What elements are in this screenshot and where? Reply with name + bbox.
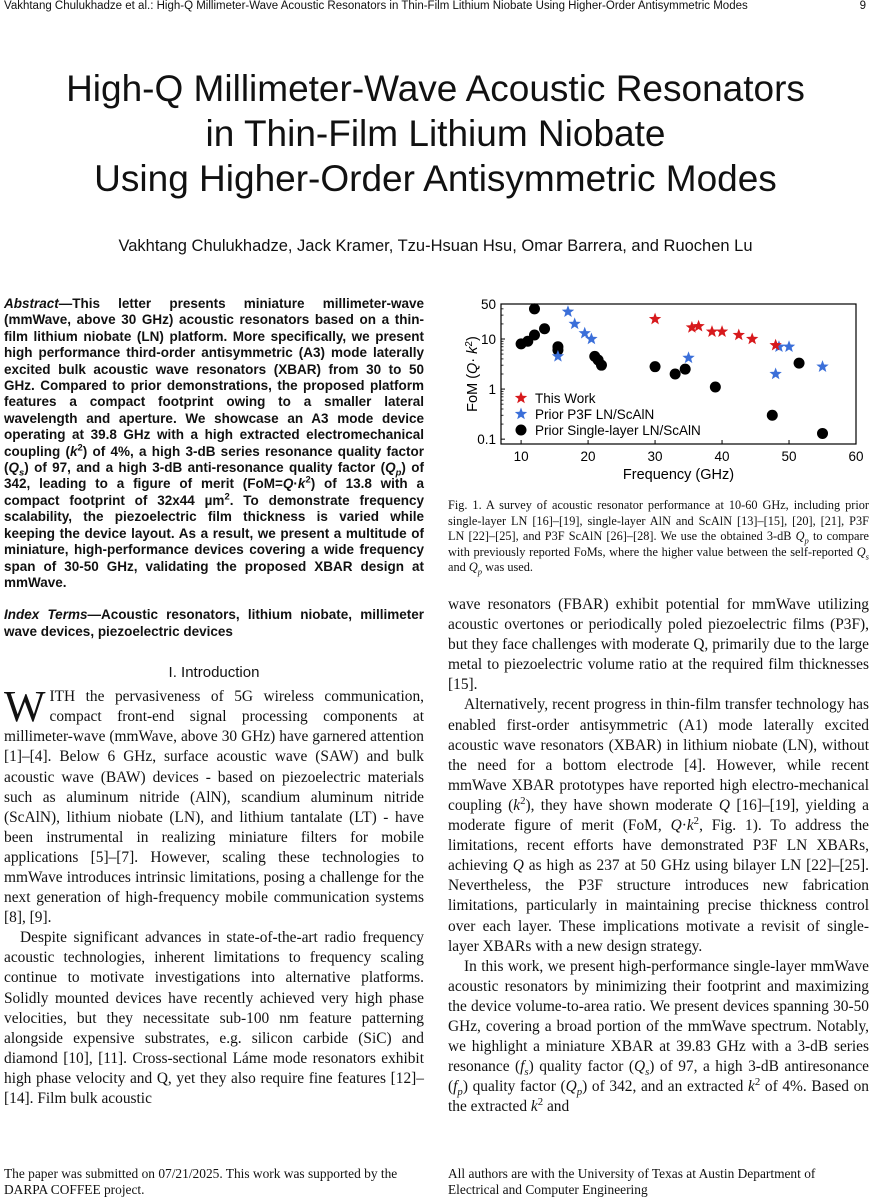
footnote-right: All authors are with the University of Texas at Austin Department of Electrical and Computer Engineering bbox=[448, 1166, 816, 1198]
p4-text-b: ) quality factor ( bbox=[528, 1058, 634, 1076]
abstract-k: k bbox=[69, 443, 78, 459]
p4-fs-sub: s bbox=[524, 1066, 529, 1079]
drop-cap: W bbox=[4, 682, 46, 732]
caption-qp2-sub: p bbox=[477, 566, 483, 577]
index-terms-lead: Index Terms bbox=[4, 607, 88, 623]
x-tick-label: 30 bbox=[647, 449, 663, 464]
legend-label: This Work bbox=[535, 391, 596, 406]
data-point bbox=[680, 364, 691, 375]
p4-text-d: ) quality factor ( bbox=[462, 1078, 566, 1096]
p4-qs-sub: s bbox=[645, 1066, 650, 1079]
p3-fom-q: Q bbox=[670, 817, 682, 835]
abstract-text-5: ) of 13.8 with a compact footprint of 32x44 µm bbox=[4, 476, 424, 508]
p3-k-sup: 2 bbox=[520, 794, 526, 807]
abstract-text-2: ) of 4%, a high 3-dB series resonance quality factor ( bbox=[4, 443, 424, 476]
data-point bbox=[649, 313, 661, 325]
abstract-area-sup: 2 bbox=[224, 491, 230, 503]
p3-text-d: , Fig. 1). To address the limitations, recent efforts have demonstrated P3F LN XBARs, achieving bbox=[448, 817, 869, 875]
p4-text-f: of 4%. Based on the extracted bbox=[448, 1078, 870, 1116]
p4-k2-sup: 2 bbox=[537, 1096, 544, 1109]
p4-k2: k bbox=[530, 1098, 538, 1116]
data-point bbox=[579, 327, 591, 339]
legend-marker bbox=[516, 425, 527, 436]
x-tick-label: 60 bbox=[848, 449, 864, 464]
p3-fom-k: k bbox=[686, 817, 694, 835]
title-line-2: in Thin-Film Lithium Niobate bbox=[205, 113, 666, 154]
p4-qs: Q bbox=[633, 1058, 646, 1076]
p4-fs: f bbox=[520, 1058, 525, 1076]
abstract-fom-k: k bbox=[297, 476, 306, 492]
legend-label: Prior Single-layer LN/ScAlN bbox=[535, 423, 701, 438]
y-axis-label-part: k bbox=[465, 346, 481, 354]
intro-p1-text: ITH the pervasiveness of 5G wireless communication, compact front-end signal processing components at millimeter-wave (mmWave, above 30 GHz) have garnered attention [1]–[4]. Below 6 GHz, surface acoustic wave (SAW) and bulk acoustic wave (BAW) devices - based on piezoelectric materials such as aluminum nitride (AlN), scandium aluminum nitride (ScAlN), lithium niobate (LN), and lithium tantalate (LT) - have been instrumental in realizing miniature filters for mobile applications [5]–[7]. However, scaling these technologies to mmWave introduces intrinsic limitations, posing a challenge for the next generation of high-frequency mobile communication systems [8], [9]. bbox=[4, 688, 424, 927]
intro-paragraph-3 bbox=[448, 695, 869, 956]
abstract-text-4: ) of 342, leading to a figure of merit (FoM= bbox=[4, 460, 424, 492]
figure-1-caption bbox=[448, 498, 869, 576]
intro-paragraph-2: Despite significant advances in state-of-the-art radio frequency acoustic technologies, inherent limitations to frequency scaling continue to motivate investigations into alternative platforms. Solidly mounted devices have recently achieved very high phase velocities, but they necessitate sub-100 nm feature patterning alongside expensive substrates, e.g. silicon carbide (SiC) and diamond [10], [11]. Cross-sectional Láme mode resonators exhibit high phase velocity and Q, yet they also require fine features [12]–[14]. Film bulk acoustic bbox=[4, 929, 424, 1107]
intro-paragraph-2-continued: wave resonators (FBAR) exhibit potential for mmWave utilizing acoustic overtones or periodically poled piezoelectric films (P3F), but they face challenges with moderate Q, primarily due to the large metal to piezoelectric volume ratio at the required film thicknesses [15]. bbox=[448, 596, 869, 694]
abstract-qp-sub: p bbox=[395, 467, 402, 479]
p3-fom-k-sup: 2 bbox=[693, 814, 700, 827]
p4-text-g: and bbox=[543, 1098, 570, 1116]
legend-label: Prior P3F LN/ScAlN bbox=[535, 407, 655, 422]
y-tick-label: 50 bbox=[480, 297, 496, 312]
p4-text-e: ) of 342, and an extracted bbox=[582, 1078, 749, 1096]
running-head-text: Vakhtang Chulukhadze et al.: High-Q Millimeter-Wave Acoustic Resonators in Thin-Film Lithium Niobate Using Higher-Order Antisymmetric Modes bbox=[4, 0, 748, 12]
figure-1-chart bbox=[466, 296, 869, 492]
abstract bbox=[4, 296, 424, 591]
title-line-3: Using Higher-Order Antisymmetric Modes bbox=[94, 158, 777, 199]
data-point bbox=[539, 323, 550, 334]
data-point bbox=[733, 329, 745, 341]
y-axis-label-part: Q bbox=[465, 362, 481, 374]
page-number: 9 bbox=[859, 0, 866, 12]
p4-text-a: In this work, we present high-performance single-layer mmWave acoustic resonators by minimizing their footprint and maximizing the device volume-to-area ratio. We present devices spanning 30-50 GHz, covering a broad portion of the mmWave spectrum. Notably, we highlight a miniature XBAR at 39.83 GHz with a 3-dB series resonance ( bbox=[448, 957, 869, 1076]
y-axis-label bbox=[464, 336, 481, 412]
data-point bbox=[670, 369, 681, 380]
data-point bbox=[569, 317, 581, 329]
abstract-fom-sup: 2 bbox=[305, 474, 311, 486]
abstract-fom-dot: · bbox=[293, 476, 298, 492]
caption-qp-sub: p bbox=[804, 535, 809, 546]
y-tick-label: 10 bbox=[480, 332, 496, 347]
data-point bbox=[706, 325, 718, 337]
abstract-text-3: ) of 97, and a high 3-dB anti-resonance quality factor ( bbox=[24, 460, 386, 476]
caption-text-b: to compare with previously reported FoMs, where the higher value between the self-reported bbox=[448, 529, 869, 559]
legend-marker bbox=[515, 408, 527, 420]
left-column bbox=[4, 296, 424, 1109]
y-tick-label: 1 bbox=[488, 382, 496, 398]
data-point bbox=[529, 330, 540, 341]
p4-fp-sub: p bbox=[457, 1086, 463, 1099]
caption-text-a: Fig. 1. A survey of acoustic resonator performance at 10-60 GHz, including prior single-layer LN [16]–[19], single-layer AlN and ScAlN [13]–[15], [20], [21], P3F LN [22]–[25], and P3F ScAlN [26]–[28]. We use the obtained 3-dB bbox=[448, 498, 869, 543]
y-tick-label: 0.1 bbox=[477, 432, 496, 448]
abstract-fom-q: Q bbox=[282, 476, 294, 492]
p3-q: Q bbox=[718, 796, 731, 814]
p4-fp: f bbox=[453, 1078, 458, 1096]
intro-paragraph-4 bbox=[448, 957, 869, 1118]
p4-k-sup: 2 bbox=[754, 1076, 761, 1089]
footnote-left: The paper was submitted on 07/21/2025. This work was supported by the DARPA COFFEE project. bbox=[4, 1166, 398, 1198]
p3-text-a: Alternatively, recent progress in thin-film transfer technology has enabled first-order antisymmetric (A1) mode laterally excited acoustic wave resonators (XBAR) in lithium niobate (LN), without the need for a bottom electrode [4]. However, while recent mmWave XBAR prototypes have reported high electro-mechanical coupling ( bbox=[448, 696, 869, 814]
abstract-text-1: —This letter presents miniature millimeter-wave (mmWave, above 30 GHz) acoustic resonators based on a thin-film lithium niobate (LN) platform. More specifically, we present high performance third-order antisymmetric (A3) mode laterally excited bulk acoustic wave resonators (XBAR) from 30 to 50 GHz. Compared to prior demonstrations, the proposed platform features a compact footprint owing to a smaller lateral wavelength and aperture. We showcase an A3 mode device operating at 39.8 GHz with a high extracted electromechanical coupling ( bbox=[4, 296, 424, 459]
x-tick-label: 10 bbox=[513, 449, 529, 464]
p3-text-b: ), they have shown moderate bbox=[525, 796, 719, 814]
data-point bbox=[767, 410, 778, 421]
data-point bbox=[817, 428, 828, 439]
abstract-qs-sub: s bbox=[19, 467, 25, 479]
index-terms-text: —Acoustic resonators, lithium niobate, millimeter wave devices, piezoelectric devices bbox=[4, 607, 425, 639]
caption-qs-sub: s bbox=[865, 550, 869, 561]
intro-paragraph-1 bbox=[4, 682, 424, 928]
p3-text-c: [16]–[19], yielding a moderate figure of merit (FoM, bbox=[448, 796, 869, 835]
author-list: Vakhtang Chulukhadze, Jack Kramer, Tzu-Hsuan Hsu, Omar Barrera, and Ruochen Lu bbox=[118, 237, 753, 255]
p3-q2: Q bbox=[512, 857, 524, 875]
paper-title bbox=[0, 66, 871, 201]
data-point bbox=[816, 360, 828, 372]
caption-qp2: Q bbox=[468, 560, 478, 574]
data-point bbox=[783, 340, 795, 352]
right-column bbox=[448, 595, 869, 1117]
data-point bbox=[769, 368, 781, 380]
abstract-k-sup: 2 bbox=[77, 442, 83, 454]
caption-text-c: and bbox=[448, 560, 469, 574]
running-header bbox=[4, 0, 866, 14]
p3-k: k bbox=[513, 796, 521, 814]
x-axis-label: Frequency (GHz) bbox=[622, 467, 735, 483]
caption-qs: Q bbox=[856, 544, 866, 559]
section-heading-introduction: I. Introduction bbox=[168, 664, 260, 682]
abstract-lead: Abstract bbox=[4, 296, 59, 311]
x-tick-label: 40 bbox=[714, 449, 730, 464]
data-point bbox=[794, 358, 805, 369]
data-point bbox=[682, 351, 694, 363]
data-point bbox=[650, 361, 661, 372]
p3-text-e: as high as 237 at 50 GHz using bilayer LN [22]–[25]. Nevertheless, the P3F structure introduces new fabrication limitations, particularly in maintaining precise thickness control over each layer. These implications motivate a revisit of single-layer XBARs with a new design strategy. bbox=[448, 857, 869, 955]
data-point bbox=[710, 382, 721, 393]
caption-text-d: was used. bbox=[482, 560, 533, 574]
abstract-qs: Q bbox=[8, 460, 20, 476]
y-axis-label-part: ) bbox=[465, 336, 481, 342]
data-point bbox=[562, 305, 574, 317]
abstract-qp: Q bbox=[385, 460, 396, 476]
legend-marker bbox=[515, 392, 527, 404]
caption-qp: Q bbox=[795, 529, 805, 543]
index-terms bbox=[4, 607, 424, 640]
data-point bbox=[596, 360, 607, 371]
abstract-text-6: . To demonstrate frequency scalability, the piezoelectric film thickness is varied while keeping the device layout. As a result, we present a multitude of miniature, high-performance devices covering a wide frequency span of 30-50 GHz, validating the proposed XBAR design at mmWave. bbox=[4, 492, 424, 590]
y-axis-label-part: · bbox=[465, 353, 481, 363]
data-point bbox=[746, 333, 758, 345]
x-tick-label: 50 bbox=[781, 449, 797, 464]
p4-k: k bbox=[748, 1078, 755, 1096]
y-axis-label-part: FoM ( bbox=[465, 373, 481, 412]
title-line-1: High-Q Millimeter-Wave Acoustic Resonators bbox=[66, 68, 805, 109]
data-point bbox=[716, 325, 728, 337]
y-axis-label-part: 2 bbox=[464, 341, 475, 347]
x-tick-label: 20 bbox=[580, 449, 596, 464]
p4-text-c: ) of 97, a high 3-dB antiresonance ( bbox=[448, 1058, 869, 1096]
p4-qp-sub: p bbox=[576, 1086, 583, 1099]
data-point bbox=[529, 303, 540, 314]
p3-dot: · bbox=[681, 817, 687, 835]
p4-qp: Q bbox=[565, 1078, 577, 1096]
plot-area bbox=[464, 297, 864, 483]
